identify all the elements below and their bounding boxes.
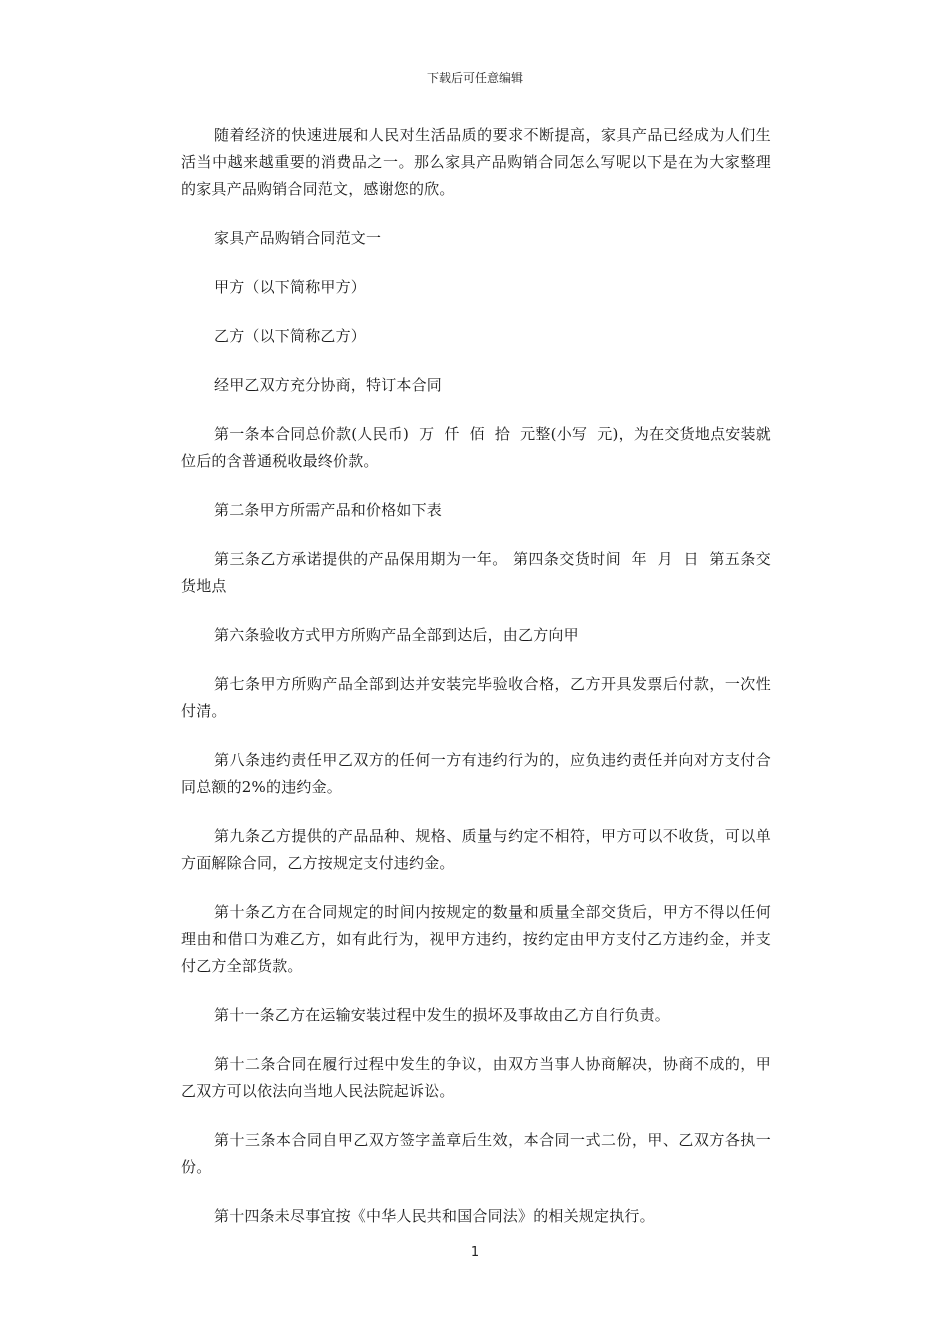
- party-b-line: 乙方（以下简称乙方）: [214, 327, 367, 345]
- clause-7: 第七条甲方所购产品全部到达并安装完毕验收合格，乙方开具发票后付款，一次性付清。: [181, 675, 771, 720]
- intro-paragraph: 随着经济的快速进展和人民对生活品质的要求不断提高，家具产品已经成为人们生活当中越来越重要的消费品之一。那么家具产品购销合同怎么写呢以下是在为大家整理的家具产品购销合同范文，感谢您的欣。: [181, 126, 771, 198]
- document-body: [181, 122, 771, 1230]
- contract-title: 家具产品购销合同范文一: [214, 229, 382, 247]
- clause-12: 第十二条合同在履行过程中发生的争议，由双方当事人协商解决，协商不成的，甲乙双方可以依法向当地人民法院起诉讼。: [181, 1055, 771, 1100]
- agreement-statement: 经甲乙双方充分协商，特订本合同: [214, 376, 443, 394]
- clause-11: 第十一条乙方在运输安装过程中发生的损坏及事故由乙方自行负责。: [214, 1006, 671, 1024]
- page-header: 下载后可任意编辑: [426, 71, 523, 85]
- clause-10: 第十条乙方在合同规定的时间内按规定的数量和质量全部交货后，甲方不得以任何理由和借口为难乙方，如有此行为，视甲方违约，按约定由甲方支付乙方违约金，并支付乙方全部货款。: [181, 903, 771, 975]
- clause-9: 第九条乙方提供的产品品种、规格、质量与约定不相符，甲方可以不收货，可以单方面解除合同，乙方按规定支付违约金。: [181, 827, 771, 872]
- party-a-line: 甲方（以下简称甲方）: [214, 278, 367, 296]
- clause-2: 第二条甲方所需产品和价格如下表: [214, 501, 443, 519]
- clause-14: 第十四条未尽事宜按《中华人民共和国合同法》的相关规定执行。: [214, 1207, 655, 1225]
- clause-13: 第十三条本合同自甲乙双方签字盖章后生效，本合同一式二份，甲、乙双方各执一份。: [181, 1131, 771, 1176]
- clause-8: 第八条违约责任甲乙双方的任何一方有违约行为的，应负违约责任并向对方支付合同总额的2%的违约金。: [181, 751, 771, 796]
- clause-6: 第六条验收方式甲方所购产品全部到达后，由乙方向甲: [214, 626, 579, 644]
- clause-1: 第一条本合同总价款(人民币) 万 仟 佰 拾 元整(小写 元)，为在交货地点安装就位后的含普通税收最终价款。: [181, 425, 771, 470]
- clause-3-4-5: 第三条乙方承诺提供的产品保用期为一年。 第四条交货时间 年 月 日 第五条交货地点: [181, 550, 771, 595]
- page-number: 1: [470, 1245, 480, 1260]
